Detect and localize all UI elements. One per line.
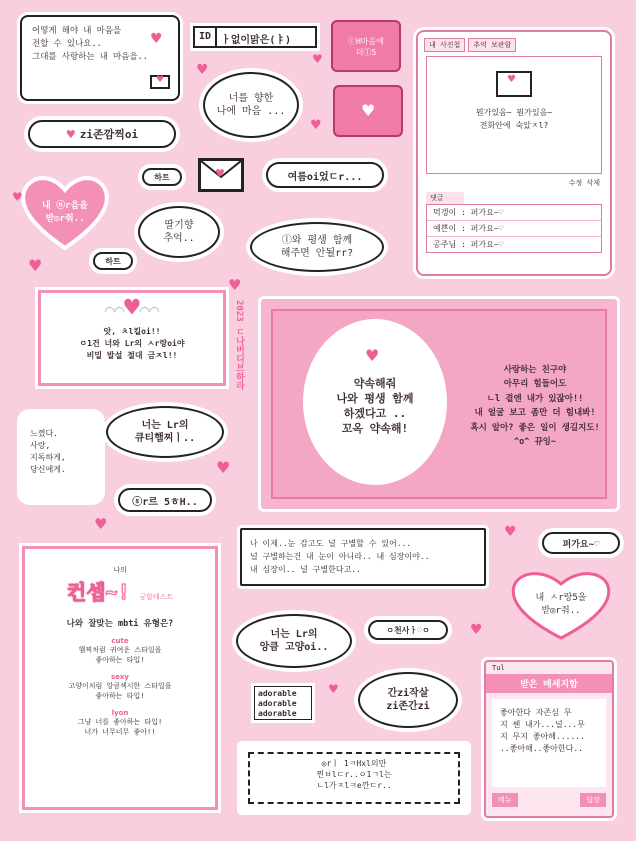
folder-label: ⓒH마음에 더①5 [347, 37, 384, 57]
dashed-note: ◎rㅣ 1ㅋHxl의만 찐ㅂlㄷr..ㅇ1ㄱl는 ㄴl가ㅈlㅋe깐ㄷr.. [240, 744, 468, 812]
speech-bubble [138, 206, 220, 258]
comment-row: 공주님 : 퍼가요~♡ [433, 240, 504, 249]
signal-indicator: Tul [492, 664, 505, 672]
photo-album-window [416, 30, 612, 276]
speech-bubble [236, 614, 352, 668]
heart-icon: ♥ [504, 524, 517, 540]
heart-icon: ♥ [470, 622, 483, 638]
mbti-header-big: 컨셉~! [66, 580, 130, 604]
promise-text: 약속해줘 나와 평생 함께 하겠다고 .. 꼬옥 약속해! [336, 377, 414, 435]
mbti-option-label: cute [111, 637, 129, 645]
menu-button[interactable]: 메뉴 [492, 793, 518, 807]
angel-card-text: 앗, ㅊl킬oi!! ㅇ1건 너와 Lr의 ㅅr랑oi야 비밀 발설 절대 금ㅈl!! [79, 327, 185, 360]
mbti-option-desc: 그냥 너를 좋아하는 타입! 너가 너무너무 좋아!! [77, 718, 163, 736]
heart-icon: ♥ [94, 515, 108, 533]
heart-sticker: 내 ㅅr랑5을 받◎r줘.. [508, 568, 614, 642]
comment-row: 예쁜이 : 퍼가요~♡ [427, 221, 601, 237]
vertical-caption: 2023 ㄷ나버디브하라 [234, 300, 244, 391]
envelope-icon: ♥ [496, 71, 532, 97]
heart-tag: 하트 [93, 252, 133, 270]
comment-row: 먹갱이 : 퍼가요~♡ [427, 205, 601, 221]
heart-icon: ♥ [216, 458, 231, 477]
friend-message: 사랑하는 친구야 아무리 힘들어도 ㄴl 곁엔 내가 있잖아!! 내 얼굴 보고 좀만 더 힘내봐! 혹시 알아? 좋은 일이 생길지도! ^o^ 뀨잉~ [470, 365, 600, 448]
reply-button[interactable]: 답장 [580, 793, 606, 807]
mbti-option-label: lyon [111, 709, 129, 717]
tab-photos[interactable]: 내 사진첩 [424, 38, 465, 52]
love-note-text: 어떻게 해야 내 마음을 전할 수 있나요.. 그대를 사랑하는 내 마음을.. [32, 26, 148, 63]
love-note-card [20, 15, 180, 101]
heart-icon: ♥ [310, 118, 322, 133]
heart-icon: ♥ [28, 256, 43, 275]
comments-label: 댓글 [426, 192, 464, 204]
poem-note: 느꼈다. 사랑, 지독하게, 당신에게. [20, 412, 102, 502]
tab-archive[interactable]: 추억 보관함 [468, 38, 516, 52]
mbti-option-desc: 햄찌처럼 귀여운 스타일을 좋아하는 타입! [78, 646, 162, 664]
comments-list [426, 204, 602, 253]
heart-sticker [20, 172, 110, 252]
style-oval: 간zi작살 zi존간zi [358, 672, 458, 728]
angel-heart-card [38, 290, 226, 386]
mbti-card [22, 546, 218, 810]
heart-icon: ♥ [228, 276, 242, 294]
album-message: 뭔가있음~ 뭔가있음~ 전화안에 숙았ㅈl? [475, 108, 553, 130]
folder-icon [331, 20, 401, 72]
promise-oval: ♥ 약속해줘 나와 평생 함께 하겠다고 .. 꼬옥 약속해! [307, 323, 443, 481]
speech-bubble [250, 222, 384, 272]
pill-text: zi존깜찍oi [79, 128, 139, 141]
love-pill: ⓢr르 5ㅎH.. [118, 488, 212, 512]
envelope-icon: ♥ [198, 158, 244, 192]
mbti-header-tag: 궁합테스트 [139, 593, 174, 601]
long-note: 나 이제..눈 감고도 널 구별할 수 있어... 널 구별하는건 내 눈이 아니라.. 내 심장이야.. 내 심장이.. 널 구별한다고.. [240, 528, 486, 586]
bubble-text: 딸기향 추억.. [163, 219, 195, 244]
heart-icon: ♥ [150, 31, 163, 47]
message-body: 좋아한다 자존심 무 지 쎈 내가...널...무 지 무지 좋아해...... ..좋아해..좋아한다.. [492, 699, 606, 787]
heart-icon: ♥ [196, 62, 209, 78]
bubble-text: ⓛ와 평생 함께 해주면 안될rr? [280, 234, 354, 259]
bubble-text: 너는 Lr의 큐티햄찌ㅣ.. [134, 419, 196, 444]
summer-pill: 여름oi었ㄷr... [266, 162, 384, 188]
promise-frame [258, 296, 620, 512]
folder-icon: ♥ [333, 85, 403, 137]
album-actions[interactable]: 수정 삭제 [568, 179, 600, 187]
mbti-option-label: sexy [111, 673, 129, 681]
bubble-text: 너는 Lr의 앙큼 고양oi.. [259, 628, 329, 653]
bubble-text: 너를 향한 나에 마음 ... [216, 92, 286, 117]
speech-bubble [203, 72, 299, 138]
name-pill [28, 120, 176, 148]
album-panel [426, 56, 602, 174]
speech-bubble [106, 406, 224, 458]
mbti-header-small: 나의 [113, 566, 127, 574]
heart-tag: 하트 [142, 168, 182, 186]
message-phone [484, 660, 614, 818]
angel-pill: ㅇ천사ㅏ♡ㅇ [368, 620, 448, 640]
heart-text: 내 ⓝr음을 받◎r줘.. [42, 201, 88, 224]
mbti-question: 나와 잘맞는 mbti 유형은? [66, 619, 174, 629]
id-badge [193, 26, 317, 48]
heart-icon: ♥ [12, 190, 23, 204]
id-name: ㅏ없이맑은(ㅑ) [221, 35, 292, 46]
envelope-icon: ♥ [150, 75, 170, 89]
id-prefix: ID [195, 28, 217, 46]
heart-icon: ♥ [65, 127, 76, 141]
inbox-title: 받은 메세지함 [486, 674, 612, 693]
heart-icon: ♥ [328, 682, 339, 696]
mbti-option-desc: 고양이처럼 앙큼섹시한 스타일을 좋아하는 타입! [68, 682, 172, 700]
winged-heart-icon: ◠◠♥◠◠ [104, 293, 160, 323]
adorable-label: adorable adorable adorable [254, 686, 312, 720]
heart-icon: ♥ [312, 52, 323, 66]
take-pill[interactable]: 퍼가요~♡ [542, 532, 620, 554]
